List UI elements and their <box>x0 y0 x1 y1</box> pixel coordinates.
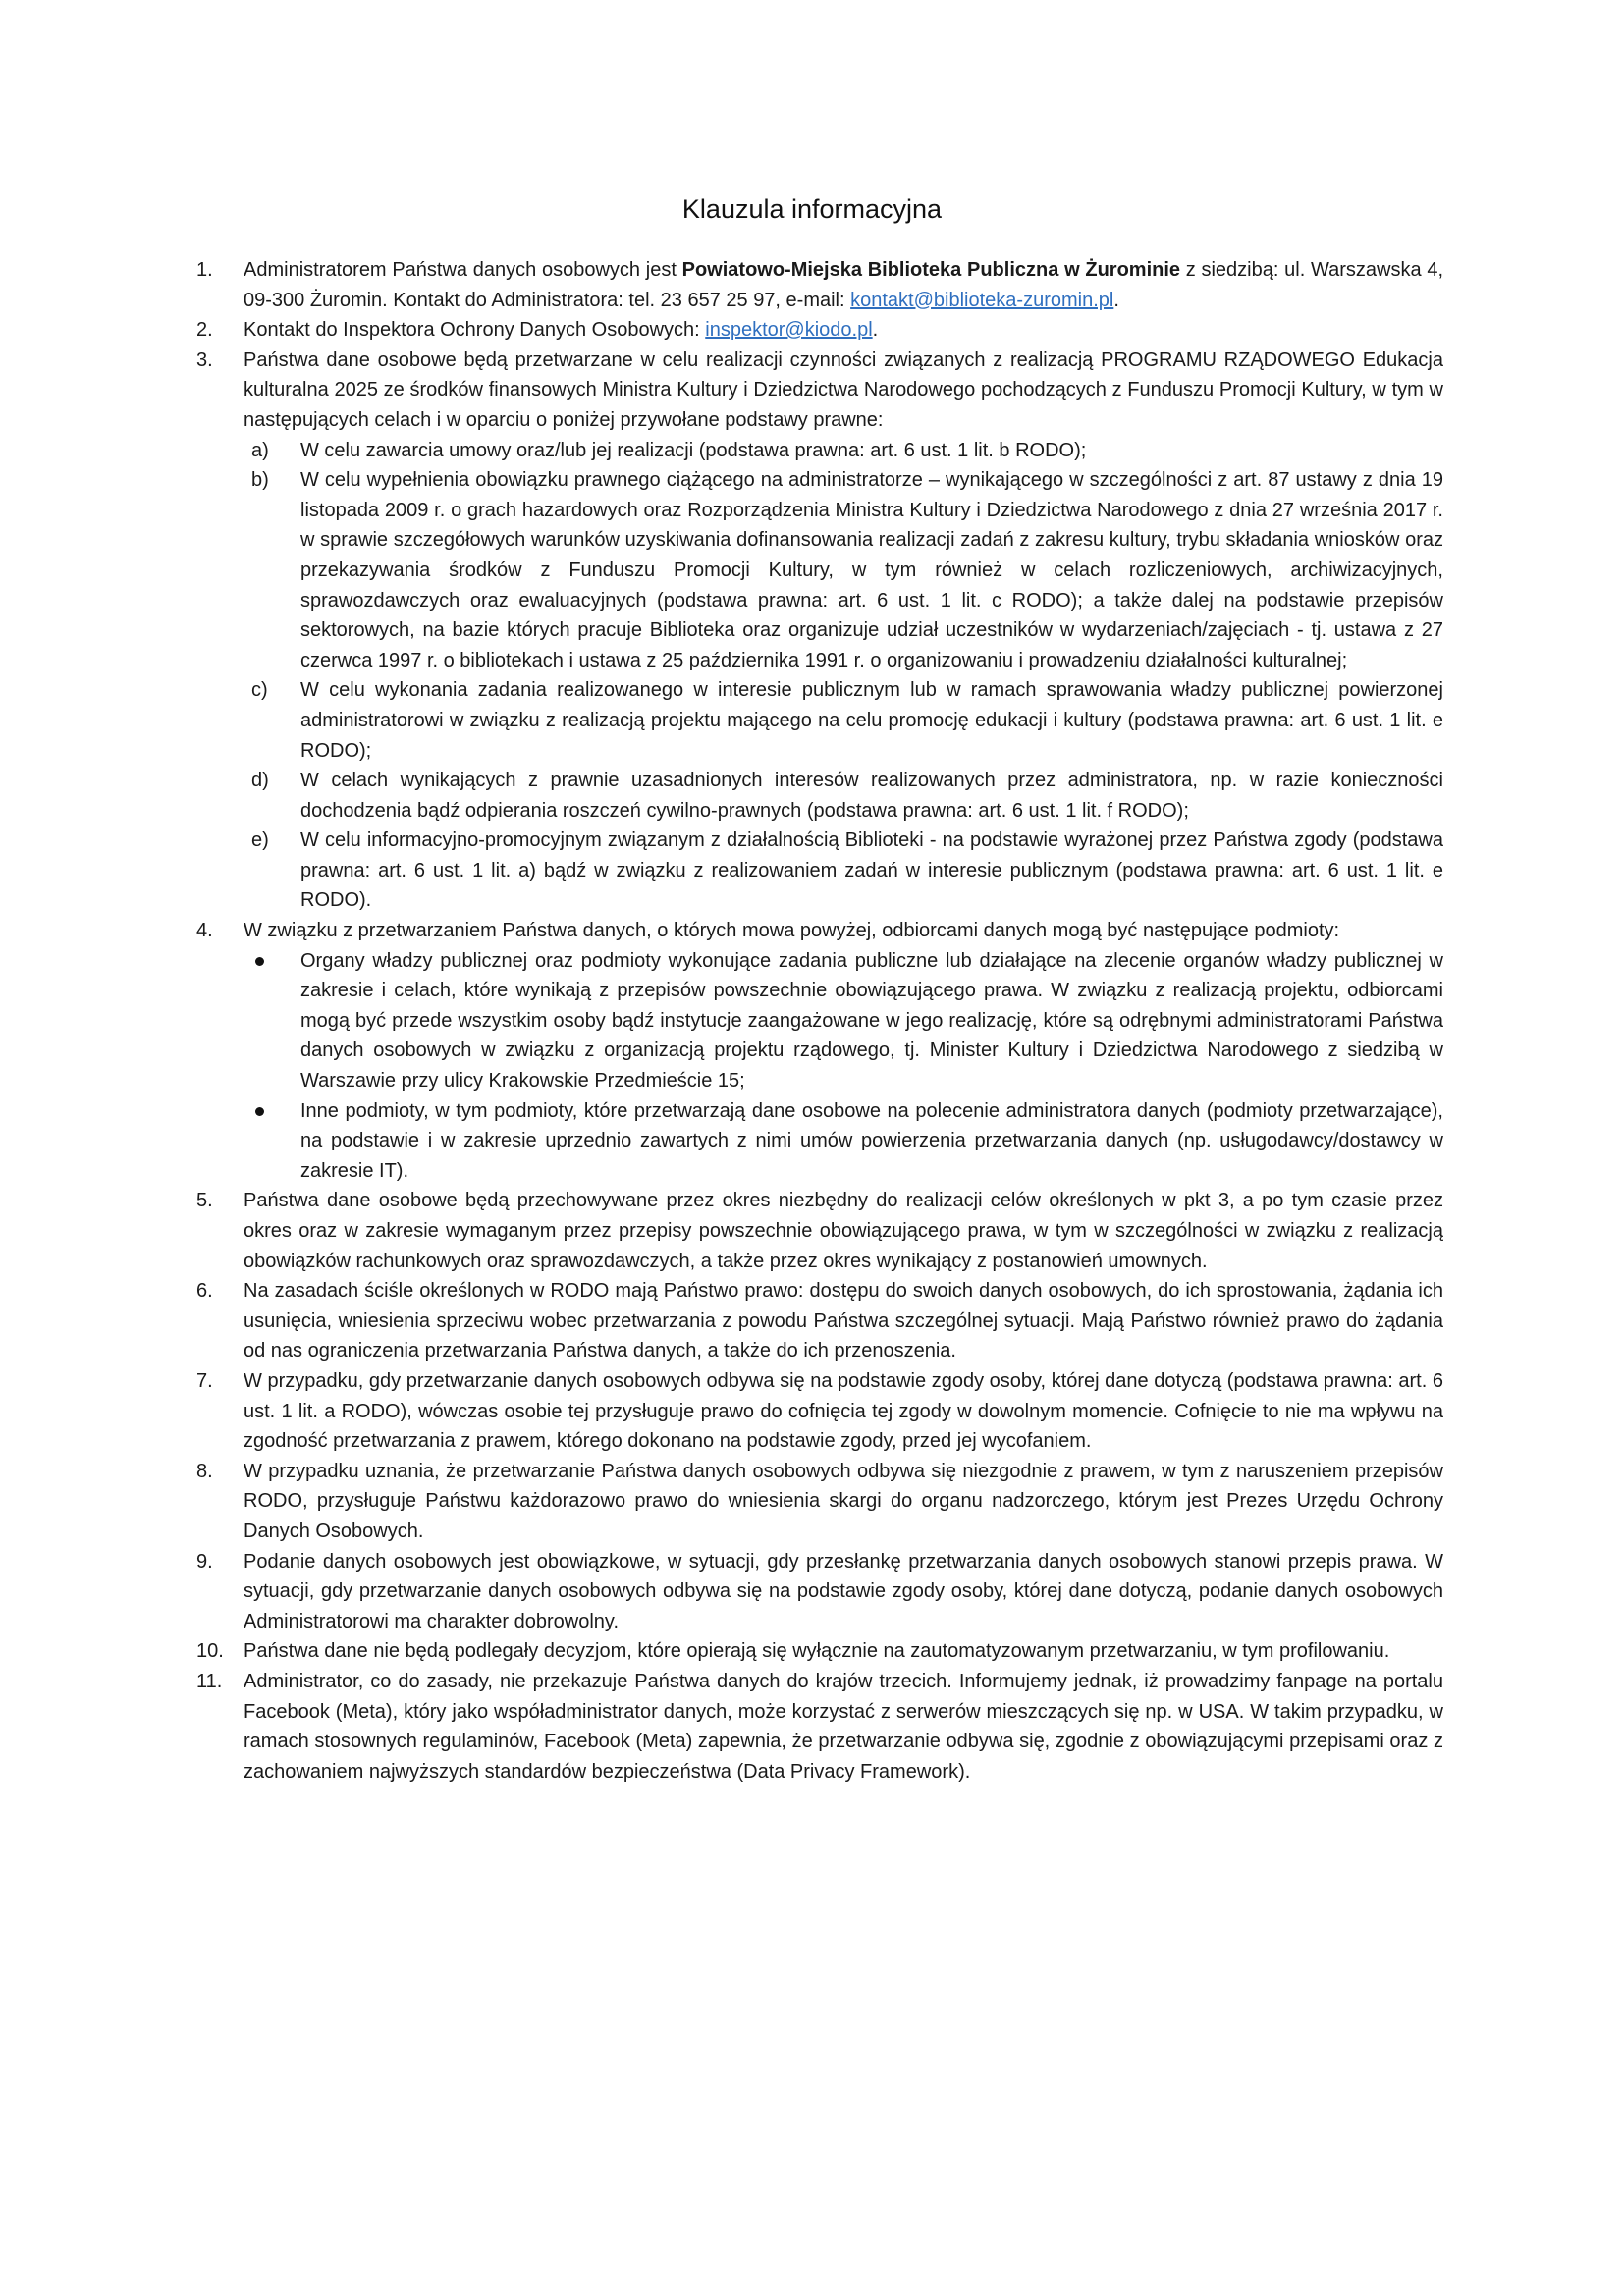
clause-list <box>196 255 1443 1787</box>
sub-text: W celu informacyjno-promocyjnym związanym z działalnością Biblioteki - na podstawie wyrażonej przez Państwa zgody (podstawa prawna: art. 6 ust. 1 lit. a) bądź w związku z realizowaniem zadań w interesie publicznym (podstawa prawna: art. 6 ust. 1 lit. e RODO). <box>300 829 1443 912</box>
clause-number: 5. <box>196 1190 213 1212</box>
sub-item-e <box>244 826 1443 916</box>
clause-text: W przypadku, gdy przetwarzanie danych osobowych odbywa się na podstawie zgody osoby, której dane dotyczą (podstawa prawna: art. 6 ust. 1 lit. a RODO), wówczas osobie tej przysługuje prawo do cofnięcia tej zgody w dowolnym momencie. Cofnięcie to nie ma wpływu na zgodność przetwarzania z prawem, którego dokonano na podstawie zgody, przed jej wycofaniem. <box>244 1369 1443 1453</box>
clause-number: 8. <box>196 1460 213 1482</box>
clause-item-1: 1. Administratorem Państwa danych osobowych jest Powiatowo-Miejska Biblioteka Publiczna w Żurominie z siedzibą: ul. Warszawska 4, 09-300 Żuromin. Kontakt do Administratora: tel. 23 657 25 97, e-mail: kontakt@biblioteka-zuromin.pl. <box>196 255 1443 315</box>
sub-text: W celu zawarcia umowy oraz/lub jej realizacji (podstawa prawna: art. 6 ust. 1 lit. b RODO); <box>300 439 1087 461</box>
clause-number: 1. <box>196 259 213 281</box>
sub-item-b <box>244 465 1443 675</box>
sub-letter: d) <box>251 770 269 792</box>
bullet-dot-icon <box>255 1107 264 1116</box>
bullet-text: Inne podmioty, w tym podmioty, które przetwarzają dane osobowe na polecenie administratora danych (podmioty przetwarzające), na podstawie i w zakresie uprzednio zawartych z nimi umów powierzenia przetwarzania danych (np. usługodawcy/dostawcy w zakresie IT). <box>300 1099 1443 1182</box>
clause-text: W przypadku uznania, że przetwarzanie Państwa danych osobowych odbywa się niezgodnie z prawem, w tym z naruszeniem przepisów RODO, przysługuje Państwu każdorazowo prawo do wniesienia skargi do organu nadzorczego, którym jest Prezes Urzędu Ochrony Danych Osobowych. <box>244 1460 1443 1542</box>
clause-item-4 <box>196 916 1443 1186</box>
clause-item-6 <box>196 1276 1443 1366</box>
sub-text: W celu wypełnienia obowiązku prawnego ciążącego na administratorze – wynikającego w szczególności z art. 87 ustawy z dnia 19 listopada 2009 r. o grach hazardowych oraz Rozporządzenia Ministra Kultury i Dziedzictwa Narodowego z dnia 27 września 2017 r. w sprawie szczegółowych warunków uzyskiwania dofinansowania realizacji zadań z zakresu kultury, trybu składania wniosków oraz przekazywania środków z Funduszu Promocji Kultury, w tym również w celach rozliczeniowych, archiwizacyjnych, sprawozdawczych oraz ewaluacyjnych (podstawa prawna: art. 6 ust. 1 lit. c RODO); a także dalej na podstawie przepisów sektorowych, na bazie których pracuje Biblioteka oraz organizuje udział uczestników w wydarzeniach/zajęciach - tj. ustawa z 27 czerwca 1997 r. o bibliotekach i ustawa z 25 października 1991 r. o organizowaniu i prowadzeniu działalności kulturalnej; <box>300 469 1443 671</box>
sub-letter: c) <box>251 679 268 702</box>
clause-item-3 <box>196 346 1443 916</box>
clause-text: Państwa dane osobowe będą przetwarzane w celu realizacji czynności związanych z realizacją PROGRAMU RZĄDOWEGO Edukacja kulturalna 2025 ze środków finansowych Ministra Kultury i Dziedzictwa Narodowego pochodzących z Funduszu Promocji Kultury, w tym w następujących celach i w oparciu o poniżej przywołane podstawy prawne: <box>244 348 1443 431</box>
clause-text: Państwa dane osobowe będą przechowywane przez okres niezbędny do realizacji celów określonych w pkt 3, a po tym czasie przez okres oraz w zakresie wymaganym przez przepisy powszechnie obowiązującego prawa, w tym w szczególności w związku z realizacją obowiązków rachunkowych oraz sprawozdawczych, a także przez okres wynikający z postanowień umownych. <box>244 1190 1443 1272</box>
sub-text: W celach wynikających z prawnie uzasadnionych interesów realizowanych przez administratora, np. w razie konieczności dochodzenia bądź odpierania roszczeń cywilno-prawnych (podstawa prawna: art. 6 ust. 1 lit. f RODO); <box>300 770 1443 822</box>
clause-text: Administrator, co do zasady, nie przekazuje Państwa danych do krajów trzecich. Informujemy jednak, iż prowadzimy fanpage na portalu Facebook (Meta), który jako współadministrator danych, może korzystać z serwerów mieszczących się np. w USA. W takim przypadku, w ramach stosownych regulaminów, Facebook (Meta) zapewnia, że przetwarzanie odbywa się, zgodnie z obowiązującymi przepisami oraz z zachowaniem najwyższych standardów bezpieczeństwa (Data Privacy Framework). <box>244 1670 1443 1783</box>
clause-text: Podanie danych osobowych jest obowiązkowe, w sytuacji, gdy przesłankę przetwarzania danych osobowych stanowi przepis prawa. W sytuacji, gdy przetwarzanie danych osobowych odbywa się na podstawie zgody osoby, której dane dotyczą, podanie danych osobowych Administratorowi ma charakter dobrowolny. <box>244 1550 1443 1632</box>
clause-number: 6. <box>196 1280 213 1303</box>
sub-letter: a) <box>251 439 269 461</box>
sub-letter: b) <box>251 469 269 492</box>
clause-number: 7. <box>196 1369 213 1392</box>
clause-item-2: 2. Kontakt do Inspektora Ochrony Danych Osobowych: inspektor@kiodo.pl. <box>196 315 1443 346</box>
clause-text: Administratorem Państwa danych osobowych jest <box>244 259 682 281</box>
sub-item-a <box>244 436 1443 466</box>
bullet-item <box>244 946 1443 1096</box>
bullet-text: Organy władzy publicznej oraz podmioty wykonujące zadania publiczne lub działające na zlecenie organów władzy publicznej w zakresie i celach, które wynikają z przepisów powszechnie obowiązującego prawa. W związku z realizacją projektu, odbiorcami mogą być przede wszystkim osoby bądź instytucje zaangażowane w jego realizację, które są odrębnymi administratorami Państwa danych osobowych w związku z organizacją projektu rządowego, tj. Minister Kultury i Dziedzictwa Narodowego z siedzibą w Warszawie przy ulicy Krakowskie Przedmieście 15; <box>300 949 1443 1093</box>
clause-number: 3. <box>196 348 213 371</box>
clause-text: Kontakt do Inspektora Ochrony Danych Osobowych: <box>244 319 706 342</box>
clause-item-7 <box>196 1366 1443 1457</box>
document-title: Klauzula informacyjna <box>681 194 943 224</box>
sub-text: W celu wykonania zadania realizowanego w interesie publicznym lub w ramach sprawowania władzy publicznej powierzonej administratorowi w związku z realizacją projektu mającego na celu promocję edukacji i kultury (podstawa prawna: art. 6 ust. 1 lit. e RODO); <box>300 679 1443 762</box>
clause-item-9 <box>196 1547 1443 1637</box>
inspector-email-link[interactable]: inspektor@kiodo.pl <box>705 319 873 342</box>
clause-item-11 <box>196 1667 1443 1787</box>
sub-letter: e) <box>251 829 269 852</box>
clause-text: W związku z przetwarzaniem Państwa danych, o których mowa powyżej, odbiorcami danych mogą być następujące podmioty: <box>244 920 1340 942</box>
clause-item-10 <box>196 1636 1443 1667</box>
sub-item-c <box>244 675 1443 766</box>
clause-item-8 <box>196 1457 1443 1547</box>
clause-text: z siedzibą: ul. Warszawska 4, 09-300 Żuromin. Kontakt do Administratora: tel. 23 657 25 97, e-mail: <box>244 259 1443 311</box>
clause-text: Państwa dane nie będą podlegały decyzjom, które opierają się wyłącznie na zautomatyzowanym przetwarzaniu, w tym profilowaniu. <box>244 1640 1390 1663</box>
sub-item-d <box>244 766 1443 826</box>
clause-number: 11. <box>196 1670 223 1692</box>
clause-number: 9. <box>196 1550 213 1573</box>
clause-number: 10. <box>196 1640 224 1663</box>
bullet-item <box>244 1096 1443 1187</box>
clause-number: 4. <box>196 920 213 942</box>
clause-item-5 <box>196 1186 1443 1276</box>
clause-number: 2. <box>196 319 213 342</box>
administrator-email-link[interactable]: kontakt@biblioteka-zuromin.pl <box>850 289 1114 311</box>
clause-text: Na zasadach ściśle określonych w RODO mają Państwo prawo: dostępu do swoich danych osobowych, do ich sprostowania, żądania ich usunięcia, wniesienia sprzeciwu wobec przetwarzania z powodu Państwa szczególnej sytuacji. Mają Państwo również prawo do żądania od nas ograniczenia przetwarzania Państwa danych, a także do ich przenoszenia. <box>244 1280 1443 1362</box>
administrator-name: Powiatowo-Miejska Biblioteka Publiczna w Żurominie <box>681 259 1181 281</box>
bullet-dot-icon <box>255 957 264 966</box>
